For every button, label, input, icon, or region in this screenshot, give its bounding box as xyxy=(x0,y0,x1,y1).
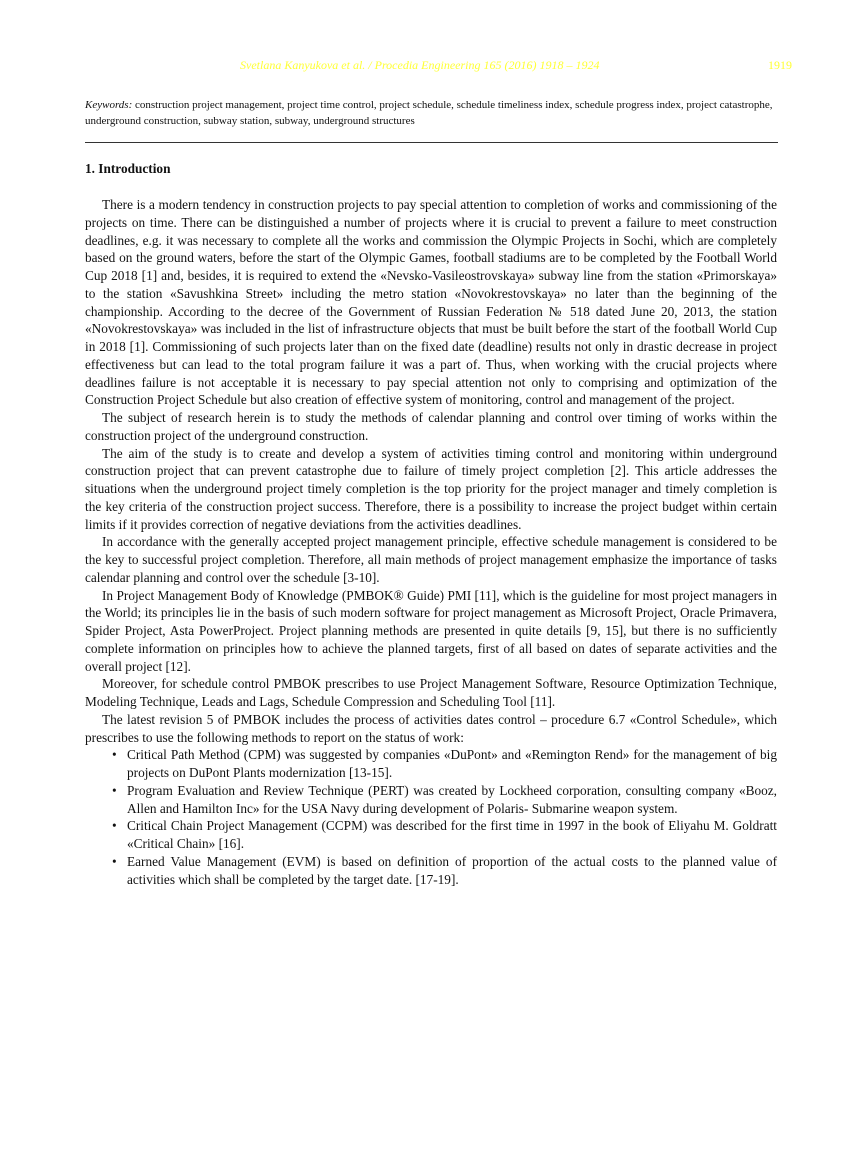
bullet-list xyxy=(85,746,777,888)
bullet-icon: • xyxy=(112,782,117,798)
list-item xyxy=(85,817,777,853)
bullet-icon: • xyxy=(112,747,117,763)
running-header-citation: Svetlana Kanyukova et al. / Procedia Engineering 165 (2016) 1918 – 1924 xyxy=(240,58,600,72)
paragraph: In Project Management Body of Knowledge (PMBOK® Guide) PMI [11], which is the guideline for most project managers in the World; its principles lie in the basis of such modern software for project management as Microsoft Project, Oracle Primavera, Spider Project, Asta PowerProject. Project planning methods are presented in quite details [9, 15], but there is no sufficiently complete information on principles how to achieve the planned targets, first of all based on dates of separate activities and the overall project [12]. xyxy=(85,587,777,674)
bullet-icon: • xyxy=(112,853,117,869)
body-text xyxy=(85,196,777,888)
list-item xyxy=(85,782,777,818)
keywords-text: construction project management, project time control, project schedule, schedule timeliness index, schedule progress index, project catastrophe, underground construction, subway station, subway, underground structures xyxy=(85,99,773,127)
paragraph: The aim of the study is to create and develop a system of activities timing control and monitoring within underground construction project that can prevent catastrophe due to failure of timely project completion [2]. This article addresses the situations when the underground project timely completion is the top priority for the project manager and timely completion is the key criteria of the construction project success. Therefore, there is a possibility to increase the project budget within certain limits if it provides correction of negative deviations from the activities deadlines. xyxy=(85,445,777,532)
paragraph: The latest revision 5 of PMBOK includes the process of activities dates control – procedure 6.7 «Control Schedule», which prescribes to use the following methods to report on the status of work: xyxy=(85,711,777,745)
list-item xyxy=(85,853,777,889)
bullet-icon: • xyxy=(112,818,117,834)
paragraph: In accordance with the generally accepted project management principle, effective schedule management is considered to be the key to successful project completion. Therefore, all main methods of project management emphasize the importance of tasks calendar planning and control over the schedule [3-10]. xyxy=(85,534,777,585)
divider xyxy=(85,142,778,143)
list-item-text: Earned Value Management (EVM) is based on definition of proportion of the actual costs to the planned value of activities which shall be completed by the target date. [17-19]. xyxy=(127,853,777,887)
section-heading: 1. Introduction xyxy=(85,161,171,176)
list-item-text: Program Evaluation and Review Technique (PERT) was created by Lockheed corporation, consulting company «Booz, Allen and Hamilton Inc» for the USA Navy during development of Polaris- Submarine weapon system. xyxy=(127,782,777,816)
list-item-text: Critical Chain Project Management (CCPM) was described for the first time in 1997 in the book of Eliyahu M. Goldratt «Critical Chain» [16]. xyxy=(127,818,777,851)
page-number: 1919 xyxy=(768,58,792,72)
paragraph: Moreover, for schedule control PMBOK prescribes to use Project Management Software, Resource Optimization Technique, Modeling Technique, Leads and Lags, Schedule Compression and Scheduling Tool [11]. xyxy=(85,676,777,709)
keywords-label: Keywords: xyxy=(85,99,133,111)
paragraph: The subject of research herein is to study the methods of calendar planning and control over timing of works within the construction project of the underground construction. xyxy=(85,410,777,443)
list-item-text: Critical Path Method (CPM) was suggested by companies «DuPont» and «Remington Rend» for the management of big projects on DuPont Plants modernization [13-15]. xyxy=(127,747,777,780)
list-item xyxy=(85,746,777,782)
paragraph: There is a modern tendency in construction projects to pay special attention to completion of works and commissioning of the projects on time. There can be distinguished a number of projects where it is crucial to prevent a failure to meet construction deadlines, e.g. it was necessary to complete all the works and commission the Olympic Projects in Sochi, which are completely based on the ground waters, before the start of the Olympic Games, football stadiums are to be completed by the Football World Cup 2018 [1] and, besides, it is required to extend the «Nevsko-Vasileostrovskaya» subway line from the station «Primorskaya» to the station «Savushkina Street» including the metro station «Novokrestovskaya» no later than the beginning of the championship. According to the decree of the Government of Russian Federation № 518 dated June 20, 2013, the station «Novokrestovskaya» was included in the list of infrastructure objects that must be built before the start of the football World Cup in 2018 [1]. Commissioning of such projects later than on the fixed date (deadline) results not only in drastic decrease in project effectiveness but can lead to the total program failure it was a part of. Thus, when working with the crucial projects where deadlines failure is not acceptable it is necessary to pay special attention not only to comprising and optimization of the Construction Project Schedule but also creation of effective system of monitoring, control and management of the project. xyxy=(85,197,777,408)
keywords xyxy=(85,98,777,129)
